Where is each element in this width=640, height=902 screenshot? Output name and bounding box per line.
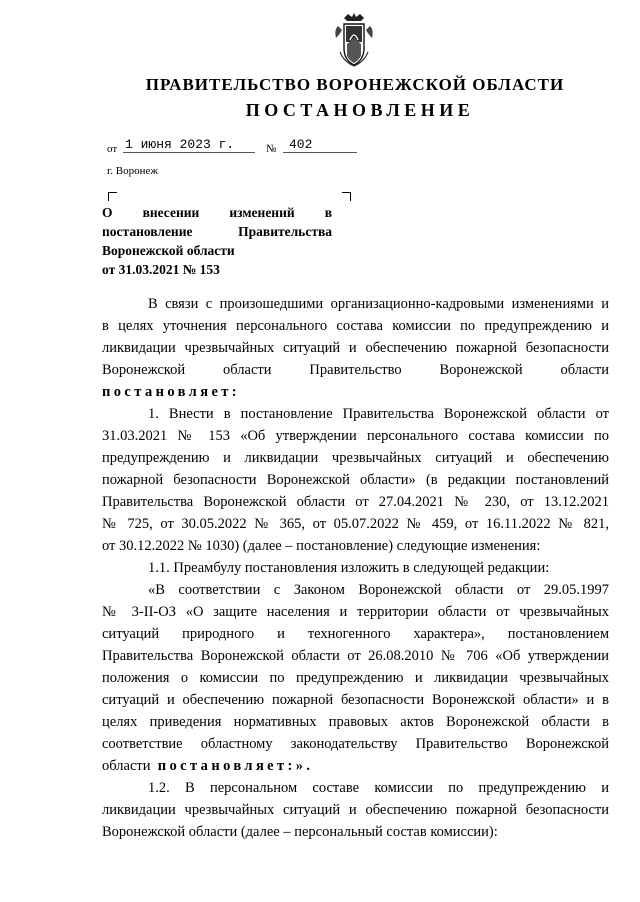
- subject-line: постановление Правительства: [102, 224, 332, 239]
- date-prefix: от: [107, 143, 118, 155]
- paragraph-1-line: № 725, от 30.05.2022 № 365, от 05.07.2022 № 459, от 16.11.2022 № 821,: [102, 516, 609, 532]
- preamble-line: В связи с произошедшими организационно-кадровыми изменениями и: [148, 296, 609, 312]
- paragraph-1-line: 31.03.2021 № 153 «Об утверждении персонального состава комиссии по: [102, 428, 609, 444]
- quote-line: целях приведения нормативных правовых актов Воронежской области в: [102, 714, 609, 730]
- quote-line: ситуаций природного и техногенного характера», постановлением: [102, 626, 609, 642]
- quote-line: № 3-II-ОЗ «О защите населения и территории области от чрезвычайных: [102, 604, 609, 620]
- quote-line: Правительства Воронежской области от 26.08.2010 № 706 «Об утверждении: [102, 648, 609, 664]
- paragraph-1-line: предупреждению и ликвидации чрезвычайных ситуаций и обеспечению: [102, 450, 609, 466]
- quote-end-line: [102, 755, 609, 777]
- corner-mark-right: [342, 192, 351, 201]
- coat-of-arms-icon: [330, 12, 378, 68]
- document-number: 402: [283, 137, 357, 153]
- corner-mark-left: [108, 192, 117, 201]
- document-subject: [102, 203, 332, 279]
- paragraph-1-2-line: 1.2. В персональном составе комиссии по предупреждению и: [148, 780, 609, 796]
- subject-line: от 31.03.2021 № 153: [102, 262, 220, 277]
- government-title: ПРАВИТЕЛЬСТВО ВОРОНЕЖСКОЙ ОБЛАСТИ: [145, 75, 565, 94]
- document-type: ПОСТАНОВЛЕНИЕ: [245, 100, 475, 120]
- number-prefix: №: [266, 143, 277, 155]
- paragraph-1-line: пожарной безопасности Воронежской области» (в редакции постановлений: [102, 472, 609, 488]
- paragraph-1-2-line: Воронежской области (далее – персональный состав комиссии):: [102, 824, 498, 840]
- document-date: 1 июня 2023 г.: [123, 137, 255, 153]
- decree-word: постановляет:: [102, 384, 241, 400]
- quote-line: ситуаций и обеспечению пожарной безопасности Воронежской области» и в: [102, 692, 609, 708]
- document-body: [102, 293, 609, 843]
- quote-end-prefix: области: [102, 758, 151, 774]
- paragraph-1-1: 1.1. Преамбулу постановления изложить в следующей редакции:: [148, 560, 550, 576]
- paragraph-1-2-line: ликвидации чрезвычайных ситуаций и обеспечению пожарной безопасности: [102, 802, 609, 818]
- quote-line: положения о комиссии по предупреждению и ликвидации чрезвычайных: [102, 670, 609, 686]
- city: г. Воронеж: [107, 165, 158, 177]
- paragraph-1-line: 1. Внести в постановление Правительства Воронежской области от: [148, 406, 609, 422]
- preamble-line: в целях уточнения персонального состава комиссии по предупреждению и: [102, 318, 609, 334]
- subject-line: О внесении изменений в: [102, 205, 332, 220]
- quote-line: соответствие областному законодательству Правительство Воронежской: [102, 736, 609, 752]
- paragraph-1-line: от 30.12.2022 № 1030) (далее – постановление) следующие изменения:: [102, 538, 541, 554]
- quote-line: «В соответствии с Законом Воронежской области от 29.05.1997: [148, 582, 609, 598]
- preamble-line: Воронежской области Правительство Воронежской области: [102, 362, 609, 378]
- paragraph-1-line: Правительства Воронежской области от 27.04.2021 № 230, от 13.12.2021: [102, 494, 609, 510]
- preamble-line: ликвидации чрезвычайных ситуаций и обеспечению пожарной безопасности: [102, 340, 609, 356]
- subject-line: Воронежской области: [102, 243, 235, 258]
- quote-end-decree: постановляет:».: [157, 758, 314, 774]
